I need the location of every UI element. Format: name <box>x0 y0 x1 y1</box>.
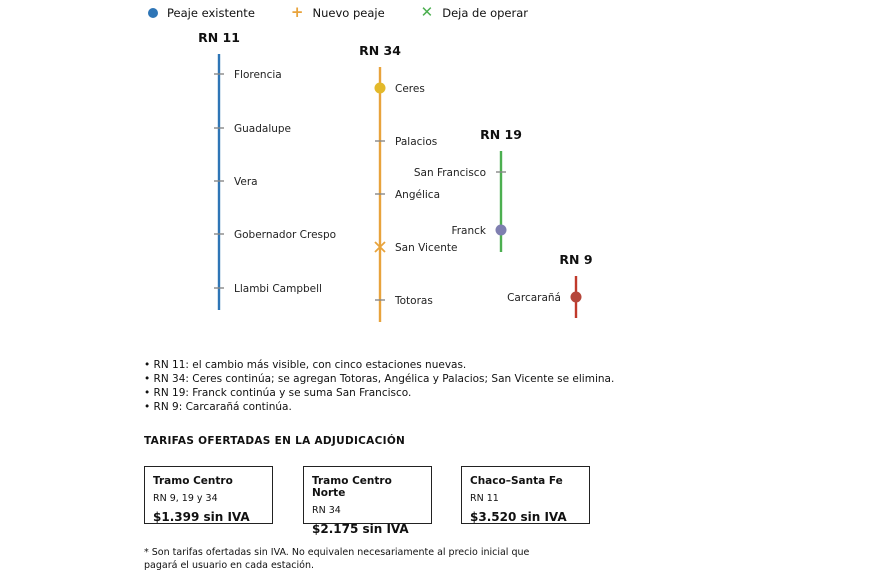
legend-label: Deja de operar <box>442 5 528 20</box>
tariff-card-chaco-santa-fe <box>461 466 590 524</box>
tariff-card-tramo-centro-norte <box>303 466 432 536</box>
existing-toll-marker-icon <box>571 292 582 303</box>
station-label: Carcarañá <box>507 292 561 304</box>
tariff-price: $3.520 sin IVA <box>470 510 567 524</box>
station-label: Guadalupe <box>234 123 292 135</box>
tariff-routes: RN 34 <box>312 505 341 516</box>
rn-34-title: RN 34 <box>359 43 401 58</box>
note-item: • RN 9: Carcarañá continúa. <box>144 400 614 414</box>
note-item: • RN 34: Ceres continúa; se agregan Totoras, Angélica y Palacios; San Vicente se elimina. <box>144 372 614 386</box>
rn-9-title: RN 9 <box>559 252 593 267</box>
station-label: Ceres <box>395 83 425 95</box>
tariffs-title: TARIFAS OFERTADAS EN LA ADJUDICACIÓN <box>144 435 406 447</box>
footnote: * Son tarifas ofertadas sin IVA. No equivalen necesariamente al precio inicial que pagará el usuario en cada estación. <box>144 547 530 571</box>
tariff-routes: RN 9, 19 y 34 <box>153 493 218 504</box>
station-label: Totoras <box>395 295 433 307</box>
removed-toll-cross-icon: ✕ <box>420 3 434 21</box>
station-label: Vera <box>234 176 258 188</box>
tariff-name: Tramo Centro Norte <box>312 475 392 499</box>
notes-list <box>144 358 614 414</box>
note-item: • RN 19: Franck continúa y se suma San Francisco. <box>144 386 614 400</box>
new-toll-plus-icon: + <box>290 3 304 21</box>
existing-toll-marker-icon <box>375 83 386 94</box>
tariff-routes: RN 11 <box>470 493 499 504</box>
station-label: San Francisco <box>413 167 486 179</box>
legend-label: Peaje existente <box>167 5 255 20</box>
station-label: San Vicente <box>395 242 458 254</box>
rn-19-title: RN 19 <box>480 127 522 142</box>
station-label: Gobernador Crespo <box>234 229 337 241</box>
tariff-name: Tramo Centro <box>153 475 233 487</box>
tariff-price: $2.175 sin IVA <box>312 522 409 536</box>
station-label: Franck <box>451 225 486 237</box>
tariff-card-tramo-centro <box>144 466 273 524</box>
note-item: • RN 11: el cambio más visible, con cinco estaciones nuevas. <box>144 358 614 372</box>
tariff-name: Chaco–Santa Fe <box>470 475 563 487</box>
station-label: Florencia <box>234 69 282 81</box>
station-label: Llambi Campbell <box>234 283 322 295</box>
station-label: Palacios <box>395 136 438 148</box>
legend-label: Nuevo peaje <box>312 5 385 20</box>
rn-11-title: RN 11 <box>198 30 240 45</box>
tariff-price: $1.399 sin IVA <box>153 510 250 524</box>
station-label: Angélica <box>395 189 441 201</box>
existing-toll-marker-icon <box>496 225 507 236</box>
